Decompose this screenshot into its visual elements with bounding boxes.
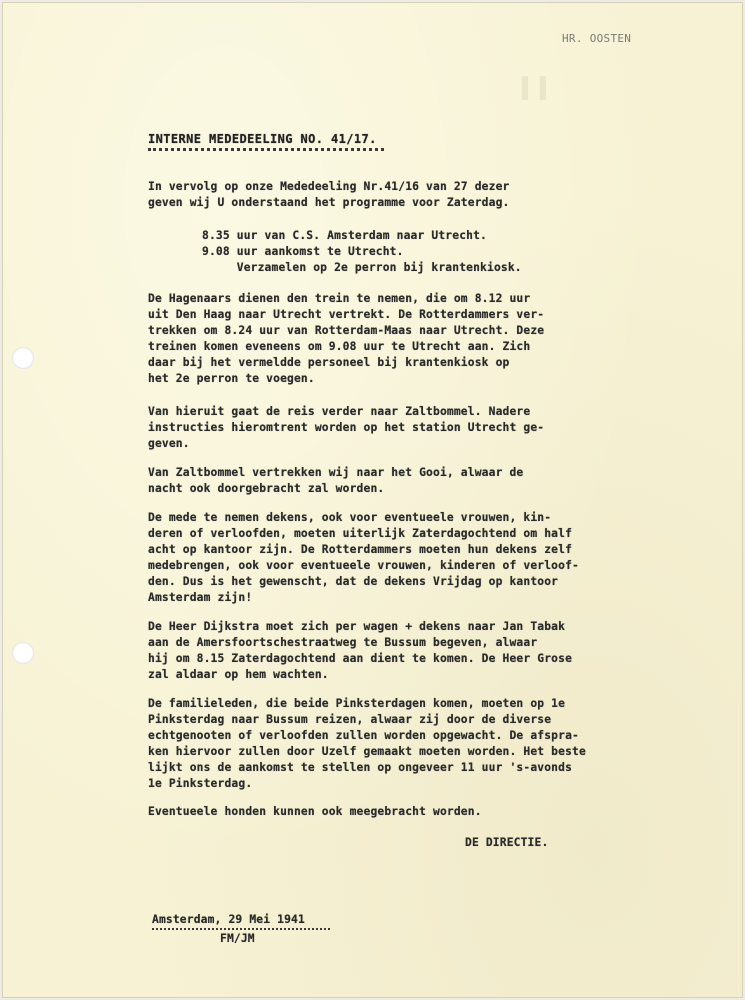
body-line: treinen komen eveneens om 9.08 uur te Utrecht aan. Zich (148, 340, 531, 353)
signature: DE DIRECTIE. (465, 836, 549, 849)
body-line: Eventueele honden kunnen ook meegebracht worden. (148, 805, 482, 818)
schedule-line: 8.35 uur van C.S. Amsterdam naar Utrecht. (202, 229, 488, 242)
place-date: Amsterdam, 29 Mei 1941 (152, 913, 305, 926)
memo-page (2, 2, 743, 998)
body-line: lijkt ons de aankomst te stellen op ongeveer 11 uur 's-avonds (148, 761, 573, 774)
schedule-line: Verzamelen op 2e perron bij krantenkiosk. (202, 261, 522, 274)
body-line: nacht ook doorgebracht zal worden. (148, 482, 385, 495)
punch-hole-bottom (12, 642, 34, 664)
body-line: hij om 8.15 Zaterdagochtend aan dient te komen. De Heer Grose (148, 652, 573, 665)
body-line: Pinksterdag naar Bussum reizen, alwaar zij door de diverse (148, 713, 552, 726)
body-line: Amsterdam zijn! (148, 591, 253, 604)
body-line: acht op kantoor zijn. De Rotterdammers moeten hun dekens zelf (148, 543, 573, 556)
show-through-mark: ▌▌ (522, 76, 559, 100)
body-line: geven. (148, 437, 190, 450)
body-line: den. Dus is het gewenscht, dat de dekens Vrijdag op kantoor (148, 575, 559, 588)
body-line: echtgenooten of verloofden zullen worden opgewacht. De afspra- (148, 729, 579, 742)
body-line: aan de Amersfoortschestraatweg te Bussum begeven, alwaar (148, 636, 538, 649)
body-line: medebrengen, ook voor eventueele vrouwen, kinderen of verloof- (148, 559, 579, 572)
body-line: geven wij U onderstaand het programme voor Zaterdag. (148, 196, 510, 209)
body-line: het 2e perron te voegen. (148, 372, 315, 385)
body-line: instructies hieromtrent worden op het station Utrecht ge- (148, 421, 545, 434)
schedule-line: 9.08 uur aankomst te Utrecht. (202, 245, 404, 258)
body-line: trekken om 8.24 uur van Rotterdam-Maas naar Utrecht. Deze (148, 324, 545, 337)
place-date-underline (152, 928, 330, 930)
body-line: ken hiervoor zullen door Uzelf gemaakt moeten worden. Het beste (148, 745, 586, 758)
body-line: Van hieruit gaat de reis verder naar Zaltbommel. Nadere (148, 405, 531, 418)
body-line: daar bij het vermeldde personeel bij krantenkiosk op (148, 356, 510, 369)
body-line: uit Den Haag naar Utrecht vertrekt. De Rotterdammers ver- (148, 308, 545, 321)
body-line: deren of verloofden, moeten uiterlijk Zaterdagochtend om half (148, 527, 573, 540)
punch-hole-top (12, 347, 34, 369)
body-line: 1e Pinksterdag. (148, 777, 253, 790)
body-line: In vervolg op onze Mededeeling Nr.41/16 van 27 dezer (148, 180, 510, 193)
body-line: zal aldaar op hem wachten. (148, 668, 329, 681)
addressee: HR. OOSTEN (562, 32, 632, 45)
body-line: De familieleden, die beide Pinksterdagen komen, moeten op 1e (148, 697, 566, 710)
body-line: Van Zaltbommel vertrekken wij naar het Gooi, alwaar de (148, 466, 524, 479)
heading-underline (148, 148, 384, 151)
body-line: De Heer Dijkstra moet zich per wagen + dekens naar Jan Tabak (148, 620, 566, 633)
reference-initials: FM/JM (220, 932, 255, 945)
memo-heading: INTERNE MEDEDEELING NO. 41/17. (148, 132, 377, 146)
body-line: De mede te nemen dekens, ook voor eventueele vrouwen, kin- (148, 511, 552, 524)
body-line: De Hagenaars dienen den trein te nemen, die om 8.12 uur (148, 292, 531, 305)
